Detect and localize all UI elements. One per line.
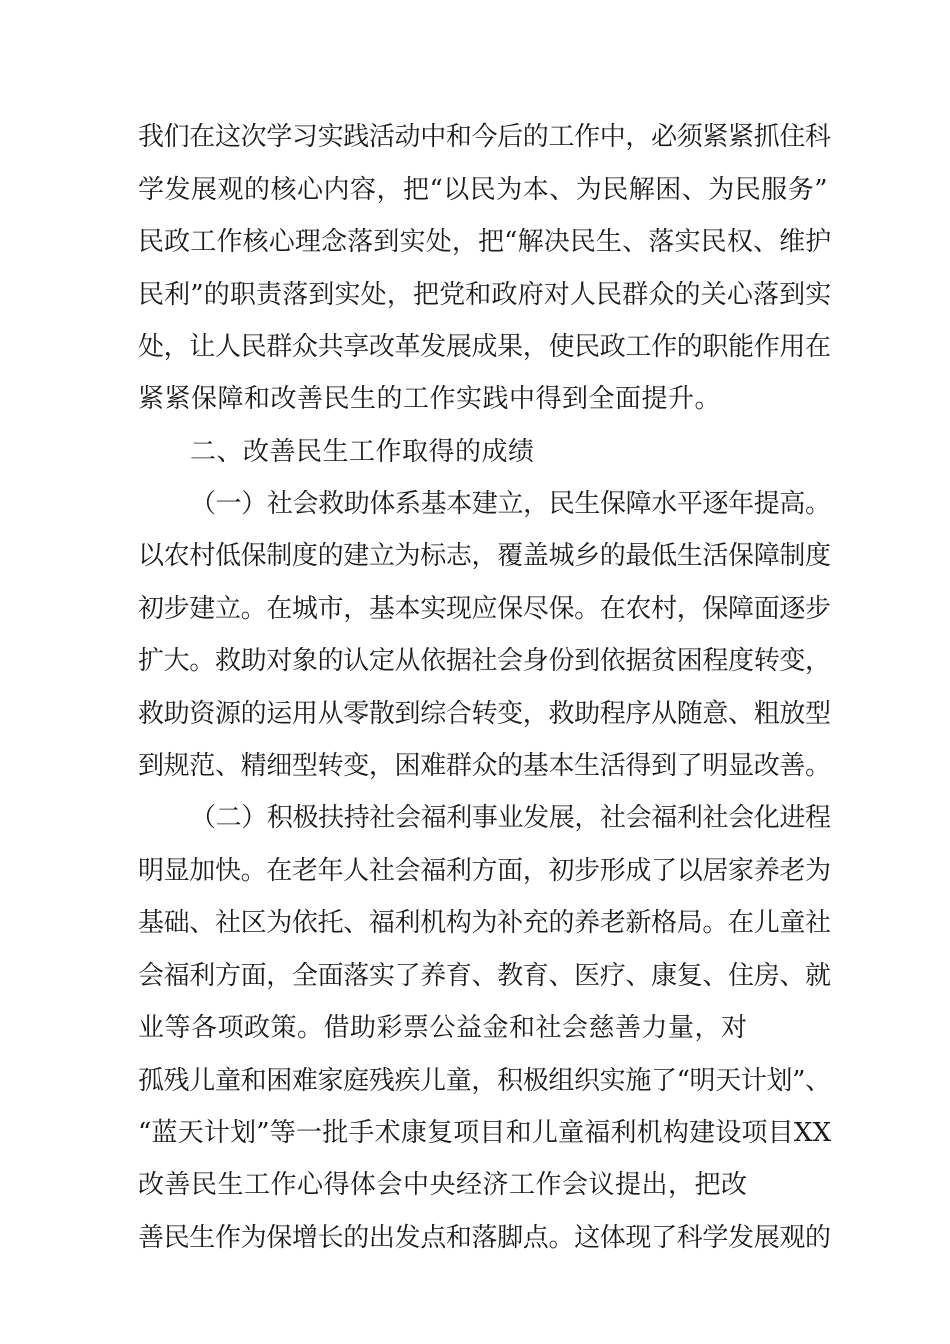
text-line: 到规范、精细型转变，困难群众的基本生活得到了明显改善。 [138, 751, 831, 781]
text-line: 扩大。救助对象的认定从依据社会身份到依据贫困程度转变， [138, 646, 831, 676]
text-line: 会福利方面，全面落实了养育、教育、医疗、康复、住房、就 [138, 961, 831, 991]
text-line: 处，让人民群众共享改革发展成果，使民政工作的职能作用在 [138, 332, 831, 362]
subsection-heading: （二）积极扶持社会福利事业发展，社会福利社会化进程 [190, 803, 831, 833]
text-line: 孤残儿童和困难家庭残疾儿童，积极组织实施了“明天计划”、 [138, 1066, 831, 1096]
text-line: 民利”的职责落到实处，把党和政府对人民群众的关心落到实 [138, 280, 832, 310]
text-line: 民政工作核心理念落到实处，把“解决民生、落实民权、维护 [138, 227, 832, 257]
text-line: 基础、社区为依托、福利机构为补充的养老新格局。在儿童社 [138, 908, 831, 938]
text-line: 善民生作为保增长的出发点和落脚点。这体现了科学发展观的 [138, 1223, 831, 1253]
section-heading: 二、改善民生工作取得的成绩 [190, 437, 535, 467]
text-line: 初步建立。在城市，基本实现应保尽保。在农村，保障面逐步 [138, 594, 831, 624]
text-line: 紧紧保障和改善民生的工作实践中得到全面提升。 [138, 384, 722, 414]
text-line: 救助资源的运用从零散到综合转变，救助程序从随意、粗放型 [138, 699, 831, 729]
text-line: 学发展观的核心内容，把“以民为本、为民解困、为民服务” [138, 175, 829, 205]
text-line: 明显加快。在老年人社会福利方面，初步形成了以居家养老为 [138, 856, 831, 886]
text-line: “蓝天计划”等一批手术康复项目和儿童福利机构建设项目XX [138, 1118, 832, 1148]
text-line: 业等各项政策。借助彩票公益金和社会慈善力量，对 [138, 1013, 748, 1043]
text-line: 我们在这次学习实践活动中和今后的工作中，必须紧紧抓住科 [138, 122, 831, 152]
text-line: 以农村低保制度的建立为标志，覆盖城乡的最低生活保障制度 [138, 541, 831, 571]
subsection-heading: （一）社会救助体系基本建立，民生保障水平逐年提高。 [190, 489, 831, 519]
text-line: 改善民生工作心得体会中央经济工作会议提出，把改 [138, 1170, 748, 1200]
